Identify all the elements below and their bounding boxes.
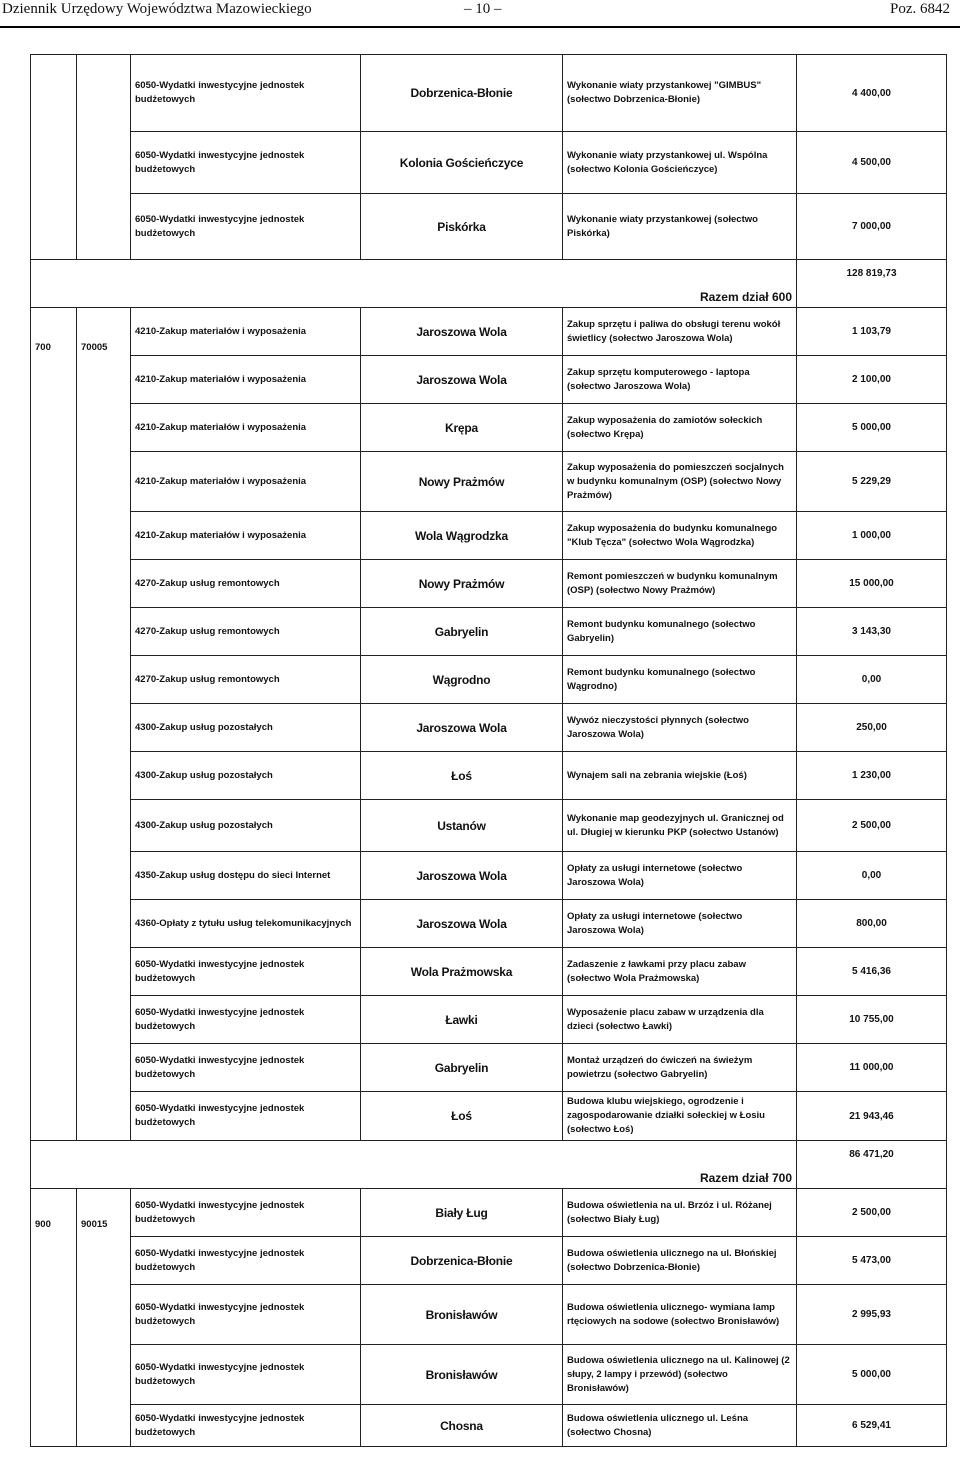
solectwo-cell: Nowy Prażmów <box>361 560 563 608</box>
task-cell: Budowa oświetlenia ulicznego- wymiana lamp rtęciowych na sodowe (sołectwo Bronisławów) <box>563 1285 797 1345</box>
page-number: – 10 – <box>464 1 502 17</box>
section-total-amount: 128 819,73 <box>797 260 947 308</box>
task-cell: Wykonanie wiaty przystankowej (sołectwo Piskórka) <box>563 194 797 260</box>
solectwo-cell: Łoś <box>361 1092 563 1141</box>
task-cell: Wywóz nieczystości płynnych (sołectwo Jaroszowa Wola) <box>563 704 797 752</box>
table-row <box>31 132 947 194</box>
task-cell: Zadaszenie z ławkami przy placu zabaw (sołectwo Wola Prażmowska) <box>563 948 797 996</box>
amount-cell: 4 500,00 <box>797 132 947 194</box>
paragraph-cell: 6050-Wydatki inwestycyjne jednostek budżetowych <box>131 1044 361 1092</box>
paragraph-cell: 6050-Wydatki inwestycyjne jednostek budżetowych <box>131 1285 361 1345</box>
paragraph-cell: 4270-Zakup usług remontowych <box>131 560 361 608</box>
task-cell: Wykonanie map geodezyjnych ul. Granicznej od ul. Długiej w kierunku PKP (sołectwo Ustanów) <box>563 800 797 852</box>
solectwo-cell: Jaroszowa Wola <box>361 356 563 404</box>
solectwo-cell: Kolonia Gościeńczyce <box>361 132 563 194</box>
paragraph-cell: 4300-Zakup usług pozostałych <box>131 752 361 800</box>
amount-cell: 5 000,00 <box>797 404 947 452</box>
solectwo-cell: Jaroszowa Wola <box>361 852 563 900</box>
paragraph-cell: 4210-Zakup materiałów i wyposażenia <box>131 452 361 512</box>
table-row <box>31 512 947 560</box>
table-row <box>31 948 947 996</box>
table-row <box>31 1044 947 1092</box>
solectwo-cell: Łoś <box>361 752 563 800</box>
solectwo-cell: Ławki <box>361 996 563 1044</box>
solectwo-cell: Krępa <box>361 404 563 452</box>
paragraph-cell: 6050-Wydatki inwestycyjne jednostek budżetowych <box>131 948 361 996</box>
solectwo-cell: Nowy Prażmów <box>361 452 563 512</box>
task-cell: Zakup sprzętu komputerowego - laptopa (sołectwo Jaroszowa Wola) <box>563 356 797 404</box>
amount-cell: 21 943,46 <box>797 1092 947 1141</box>
amount-cell: 1 230,00 <box>797 752 947 800</box>
solectwo-cell: Jaroszowa Wola <box>361 704 563 752</box>
task-cell: Wyposażenie placu zabaw w urządzenia dla dzieci (sołectwo Ławki) <box>563 996 797 1044</box>
amount-cell: 2 500,00 <box>797 1189 947 1237</box>
paragraph-cell: 6050-Wydatki inwestycyjne jednostek budżetowych <box>131 132 361 194</box>
amount-cell: 5 473,00 <box>797 1237 947 1285</box>
task-cell: Budowa oświetlenia ulicznego na ul. Kalinowej (2 słupy, 2 lampy i przewód) (sołectwo Bronisławów) <box>563 1345 797 1405</box>
task-cell: Opłaty za usługi internetowe (sołectwo Jaroszowa Wola) <box>563 852 797 900</box>
solectwo-cell: Gabryelin <box>361 1044 563 1092</box>
task-cell: Remont budynku komunalnego (sołectwo Wągrodno) <box>563 656 797 704</box>
table-row <box>31 1405 947 1447</box>
table-row <box>31 1345 947 1405</box>
page-header <box>0 0 960 28</box>
table-row <box>31 1285 947 1345</box>
paragraph-cell: 4300-Zakup usług pozostałych <box>131 800 361 852</box>
amount-cell: 2 500,00 <box>797 800 947 852</box>
task-cell: Remont budynku komunalnego (sołectwo Gabryelin) <box>563 608 797 656</box>
rozdzial-cell: 70005 <box>77 308 131 1141</box>
table-row <box>31 1092 947 1141</box>
amount-cell: 0,00 <box>797 656 947 704</box>
task-cell: Wykonanie wiaty przystankowej "GIMBUS" (sołectwo Dobrzenica-Błonie) <box>563 55 797 132</box>
solectwo-cell: Piskórka <box>361 194 563 260</box>
section-total-row <box>31 1141 947 1189</box>
task-cell: Zakup wyposażenia do budynku komunalnego "Klub Tęcza" (sołectwo Wola Wągrodzka) <box>563 512 797 560</box>
paragraph-cell: 4210-Zakup materiałów i wyposażenia <box>131 308 361 356</box>
table-row <box>31 704 947 752</box>
paragraph-cell: 4210-Zakup materiałów i wyposażenia <box>131 512 361 560</box>
paragraph-cell: 6050-Wydatki inwestycyjne jednostek budżetowych <box>131 1189 361 1237</box>
task-cell: Budowa oświetlenia ulicznego na ul. Błońskiej (sołectwo Dobrzenica-Błonie) <box>563 1237 797 1285</box>
section-total-label: Razem dział 700 <box>31 1141 797 1189</box>
table-row <box>31 996 947 1044</box>
amount-cell: 250,00 <box>797 704 947 752</box>
paragraph-cell: 6050-Wydatki inwestycyjne jednostek budżetowych <box>131 1092 361 1141</box>
amount-cell: 4 400,00 <box>797 55 947 132</box>
amount-cell: 15 000,00 <box>797 560 947 608</box>
table-row <box>31 308 947 356</box>
position-number: Poz. 6842 <box>890 1 950 17</box>
solectwo-cell: Bronisławów <box>361 1285 563 1345</box>
dzial-cell: 700 <box>31 308 77 1141</box>
paragraph-cell: 6050-Wydatki inwestycyjne jednostek budżetowych <box>131 55 361 132</box>
dzial-cell <box>31 55 77 260</box>
solectwo-cell: Ustanów <box>361 800 563 852</box>
table-row <box>31 356 947 404</box>
solectwo-cell: Wola Wągrodzka <box>361 512 563 560</box>
budget-table <box>30 54 947 1447</box>
solectwo-cell: Gabryelin <box>361 608 563 656</box>
amount-cell: 3 143,30 <box>797 608 947 656</box>
amount-cell: 2 995,93 <box>797 1285 947 1345</box>
amount-cell: 1 000,00 <box>797 512 947 560</box>
amount-cell: 5 229,29 <box>797 452 947 512</box>
solectwo-cell: Jaroszowa Wola <box>361 308 563 356</box>
paragraph-cell: 4210-Zakup materiałów i wyposażenia <box>131 356 361 404</box>
section-total-row <box>31 260 947 308</box>
paragraph-cell: 4300-Zakup usług pozostałych <box>131 704 361 752</box>
task-cell: Wynajem sali na zebrania wiejskie (Łoś) <box>563 752 797 800</box>
solectwo-cell: Bronisławów <box>361 1345 563 1405</box>
solectwo-cell: Dobrzenica-Błonie <box>361 55 563 132</box>
table-row <box>31 560 947 608</box>
paragraph-cell: 4270-Zakup usług remontowych <box>131 656 361 704</box>
amount-cell: 6 529,41 <box>797 1405 947 1447</box>
amount-cell: 10 755,00 <box>797 996 947 1044</box>
task-cell: Budowa oświetlenia ulicznego ul. Leśna (sołectwo Chosna) <box>563 1405 797 1447</box>
task-cell: Zakup sprzętu i paliwa do obsługi terenu wokół świetlicy (sołectwo Jaroszowa Wola) <box>563 308 797 356</box>
paragraph-cell: 6050-Wydatki inwestycyjne jednostek budżetowych <box>131 1237 361 1285</box>
table-row <box>31 608 947 656</box>
paragraph-cell: 6050-Wydatki inwestycyjne jednostek budżetowych <box>131 1345 361 1405</box>
table-row <box>31 55 947 132</box>
table-row <box>31 1237 947 1285</box>
amount-cell: 0,00 <box>797 852 947 900</box>
task-cell: Zakup wyposażenia do zamiotów sołeckich (sołectwo Krępa) <box>563 404 797 452</box>
paragraph-cell: 6050-Wydatki inwestycyjne jednostek budżetowych <box>131 194 361 260</box>
table-row <box>31 656 947 704</box>
solectwo-cell: Wągrodno <box>361 656 563 704</box>
task-cell: Remont pomieszczeń w budynku komunalnym (OSP) (sołectwo Nowy Prażmów) <box>563 560 797 608</box>
task-cell: Montaż urządzeń do ćwiczeń na świeżym powietrzu (sołectwo Gabryelin) <box>563 1044 797 1092</box>
task-cell: Zakup wyposażenia do pomieszczeń socjalnych w budynku komunalnym (OSP) (sołectwo Nowy Prażmów) <box>563 452 797 512</box>
table-row <box>31 752 947 800</box>
amount-cell: 5 000,00 <box>797 1345 947 1405</box>
paragraph-cell: 4360-Opłaty z tytułu usług telekomunikacyjnych <box>131 900 361 948</box>
task-cell: Opłaty za usługi internetowe (sołectwo Jaroszowa Wola) <box>563 900 797 948</box>
amount-cell: 1 103,79 <box>797 308 947 356</box>
journal-title: Dziennik Urzędowy Województwa Mazowieckiego <box>2 1 312 17</box>
rozdzial-cell: 90015 <box>77 1189 131 1447</box>
table-row <box>31 900 947 948</box>
table-row <box>31 800 947 852</box>
amount-cell: 7 000,00 <box>797 194 947 260</box>
dzial-cell: 900 <box>31 1189 77 1447</box>
table-row <box>31 194 947 260</box>
solectwo-cell: Biały Ług <box>361 1189 563 1237</box>
task-cell: Budowa oświetlenia na ul. Brzóz i ul. Różanej (sołectwo Biały Ług) <box>563 1189 797 1237</box>
section-total-amount: 86 471,20 <box>797 1141 947 1189</box>
table-row <box>31 1189 947 1237</box>
task-cell: Wykonanie wiaty przystankowej ul. Wspólna (sołectwo Kolonia Gościeńczyce) <box>563 132 797 194</box>
rozdzial-cell <box>77 55 131 260</box>
paragraph-cell: 4210-Zakup materiałów i wyposażenia <box>131 404 361 452</box>
amount-cell: 11 000,00 <box>797 1044 947 1092</box>
amount-cell: 800,00 <box>797 900 947 948</box>
paragraph-cell: 4350-Zakup usług dostępu do sieci Internet <box>131 852 361 900</box>
amount-cell: 5 416,36 <box>797 948 947 996</box>
paragraph-cell: 6050-Wydatki inwestycyjne jednostek budżetowych <box>131 996 361 1044</box>
solectwo-cell: Chosna <box>361 1405 563 1447</box>
table-row <box>31 852 947 900</box>
paragraph-cell: 6050-Wydatki inwestycyjne jednostek budżetowych <box>131 1405 361 1447</box>
solectwo-cell: Jaroszowa Wola <box>361 900 563 948</box>
paragraph-cell: 4270-Zakup usług remontowych <box>131 608 361 656</box>
solectwo-cell: Wola Prażmowska <box>361 948 563 996</box>
solectwo-cell: Dobrzenica-Błonie <box>361 1237 563 1285</box>
table-row <box>31 452 947 512</box>
section-total-label: Razem dział 600 <box>31 260 797 308</box>
amount-cell: 2 100,00 <box>797 356 947 404</box>
table-row <box>31 404 947 452</box>
task-cell: Budowa klubu wiejskiego, ogrodzenie i zagospodarowanie działki sołeckiej w Łosiu (sołectwo Łoś) <box>563 1092 797 1141</box>
